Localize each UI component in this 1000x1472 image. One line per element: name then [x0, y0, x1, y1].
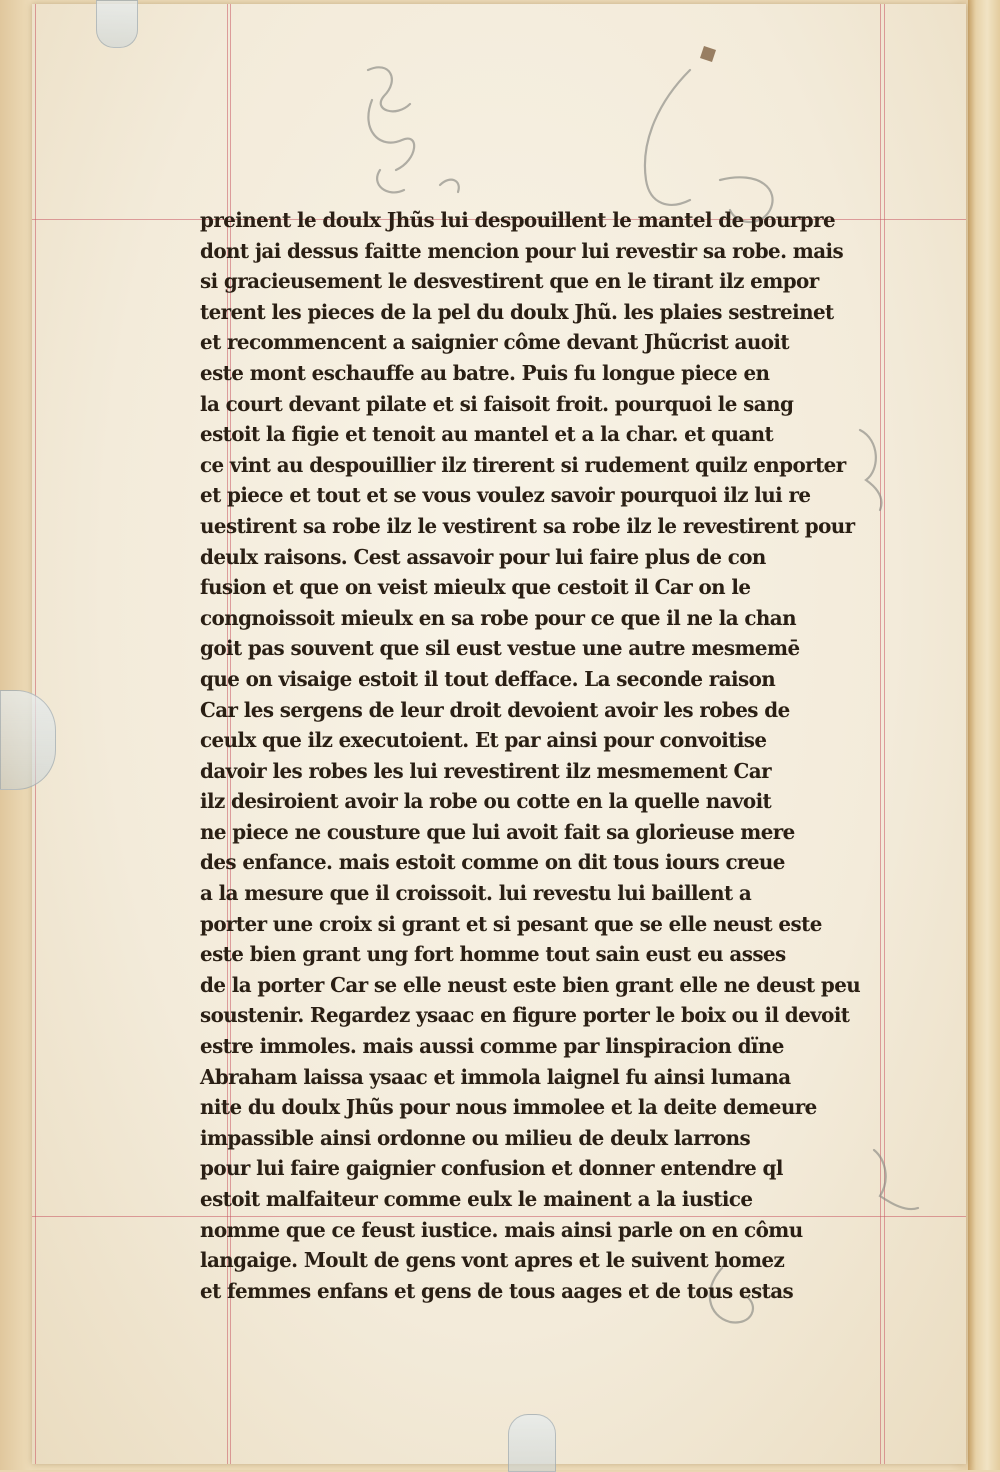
- binding-edge: [968, 0, 1000, 1470]
- text-line: este bien grant ung fort homme tout sain eust eu asses: [200, 942, 786, 967]
- text-line: si gracieusement le desvestirent que en le tirant ilz empor: [200, 269, 819, 294]
- mount-tab: [508, 1414, 556, 1472]
- text-line: terent les pieces de la pel du doulx Jhũ. les plaies sestreinet: [200, 299, 834, 324]
- text-line: nomme que ce feust iustice. mais ainsi parle on en cômu: [200, 1217, 803, 1242]
- text-line: et piece et tout et se vous voulez savoir pourquoi ilz lui re: [200, 483, 811, 508]
- text-line: la court devant pilate et si faisoit froit. pourquoi le sang: [200, 391, 794, 416]
- text-line: porter une croix si grant et si pesant que se elle neust este: [200, 911, 822, 936]
- text-line: estoit malfaiteur comme eulx le mainent a la iustice: [200, 1187, 753, 1211]
- text-line: goit pas souvent que sil eust vestue une autre mesmemē: [200, 636, 800, 661]
- ruling-line: [880, 4, 881, 1464]
- mount-tab: [96, 0, 138, 48]
- text-line: preinent le doulx Jhũs lui despouillent le mantel de pourpre: [200, 208, 836, 232]
- text-line: de la porter Car se elle neust este bien grant elle ne deust peu: [200, 972, 861, 997]
- text-line: que on visaige estoit il tout defface. La seconde raison: [200, 666, 776, 691]
- text-line: et recommencent a saignier côme devant Jhũcrist auoit: [200, 330, 790, 355]
- text-line: et femmes enfans et gens de tous aages et de tous estas: [200, 1278, 794, 1303]
- text-line: soustenir. Regardez ysaac en figure porter le boix ou il devoit: [200, 1003, 850, 1028]
- text-line: estoit la figie et tenoit au mantel et a la char. et quant: [200, 422, 774, 447]
- text-line: ilz desiroient avoir la robe ou cotte en la quelle navoit: [200, 789, 772, 814]
- text-line: a la mesure que il croissoit. lui revestu lui baillent a: [200, 881, 752, 906]
- manuscript-text: [200, 205, 880, 1306]
- text-line: ne piece ne cousture que lui avoit fait sa glorieuse mere: [200, 819, 795, 844]
- text-line: ceulx que ilz executoient. Et par ainsi pour convoitise: [200, 728, 767, 753]
- text-line: fusion et que on veist mieulx que cestoit il Car on le: [200, 575, 751, 600]
- text-line: ce vint au despouillier ilz tirerent si rudement quilz enporter: [200, 452, 846, 477]
- text-line: congnoissoit mieulx en sa robe pour ce que il ne la chan: [200, 605, 797, 630]
- ruling-line: [884, 4, 885, 1464]
- text-line: pour lui faire gaignier confusion et donner entendre ql: [200, 1156, 783, 1181]
- text-line: impassible ainsi ordonne ou milieu de deulx larrons: [200, 1125, 751, 1150]
- text-line: des enfance. mais estoit comme on dit tous iours creue: [200, 850, 785, 875]
- text-line: Car les sergens de leur droit devoient avoir les robes de: [200, 697, 790, 722]
- text-line: langaige. Moult de gens vont apres et le suivent homez: [200, 1248, 785, 1273]
- text-line: deulx raisons. Cest assavoir pour lui faire plus de con: [200, 544, 766, 569]
- text-line: este mont eschauffe au batre. Puis fu longue piece en: [200, 360, 770, 385]
- text-line: uestirent sa robe ilz le vestirent sa robe ilz le revestirent pour: [200, 513, 855, 538]
- text-line: Abraham laissa ysaac et immola laignel fu ainsi lumana: [200, 1064, 791, 1089]
- text-line: nite du doulx Jhũs pour nous immolee et la deite demeure: [200, 1095, 817, 1120]
- text-line: dont jai dessus faitte mencion pour lui revestir sa robe. mais: [200, 238, 844, 263]
- text-line: davoir les robes les lui revestirent ilz mesmement Car: [200, 758, 771, 783]
- text-line: estre immoles. mais aussi comme par linspiracion dïne: [200, 1034, 784, 1059]
